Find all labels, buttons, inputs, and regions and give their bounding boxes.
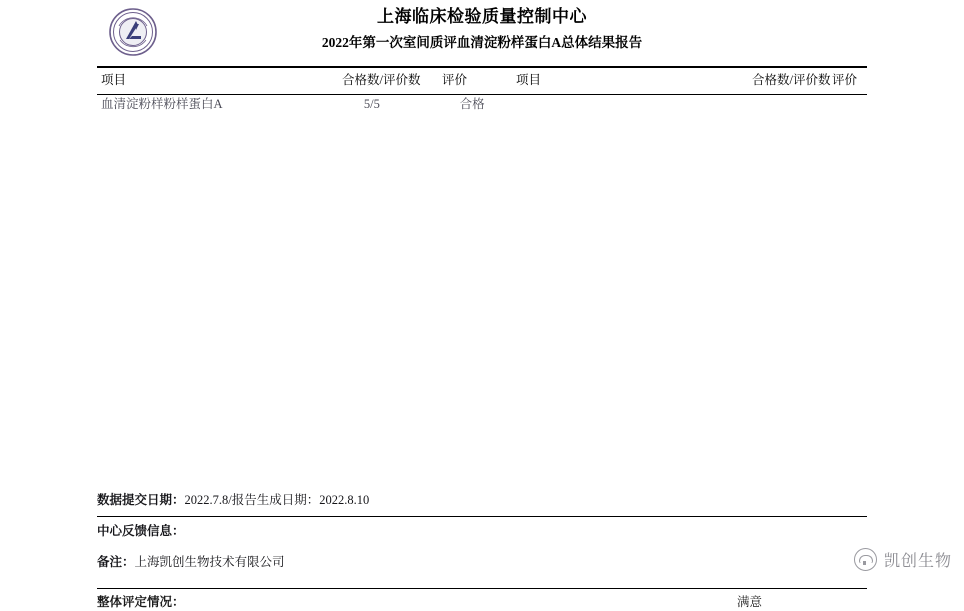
overall-label: 整体评定情况： [97, 595, 185, 609]
table-header-row [97, 70, 867, 94]
column-header-ratio: 合格数/评价数 [342, 73, 421, 87]
column-header-ratio-2: 合格数/评价数 [752, 73, 831, 87]
submit-date-value: 2022.7.8/报告生成日期：2022.8.10 [184, 493, 370, 507]
wechat-account-icon [854, 548, 877, 571]
report-title: 2022年第一次室间质评血清淀粉样蛋白A总体结果报告 [321, 35, 643, 50]
cell-ratio: 5/5 [363, 97, 380, 111]
results-table [97, 70, 867, 120]
cell-item: 血清淀粉样粉样蛋白A [101, 97, 223, 111]
column-header-item: 项目 [101, 73, 127, 87]
feedback-label: 中心反馈信息： [97, 524, 185, 538]
report-header [97, 0, 867, 62]
feedback-line [97, 521, 867, 539]
submit-date-line [97, 490, 867, 508]
brand-watermark [854, 548, 952, 571]
overall-evaluation-line [97, 592, 867, 610]
column-header-evaluation-2: 评价 [832, 73, 858, 87]
cell-evaluation: 合格 [459, 97, 485, 111]
column-header-item-2: 项目 [516, 73, 542, 87]
divider-overall [97, 588, 867, 589]
remark-line [97, 552, 867, 570]
remark-label: 备注： [97, 555, 135, 569]
title-block [97, 4, 867, 54]
column-header-evaluation: 评价 [442, 73, 468, 87]
divider-footer [97, 516, 867, 517]
remark-value: 上海凯创生物技术有限公司 [134, 555, 285, 569]
table-row [97, 94, 867, 120]
brand-name: 凯创生物 [883, 553, 952, 570]
divider-top [97, 66, 867, 68]
submit-date-label: 数据提交日期： [97, 493, 185, 507]
overall-value: 满意 [736, 595, 762, 609]
organization-title: 上海临床检验质量控制中心 [377, 7, 587, 26]
